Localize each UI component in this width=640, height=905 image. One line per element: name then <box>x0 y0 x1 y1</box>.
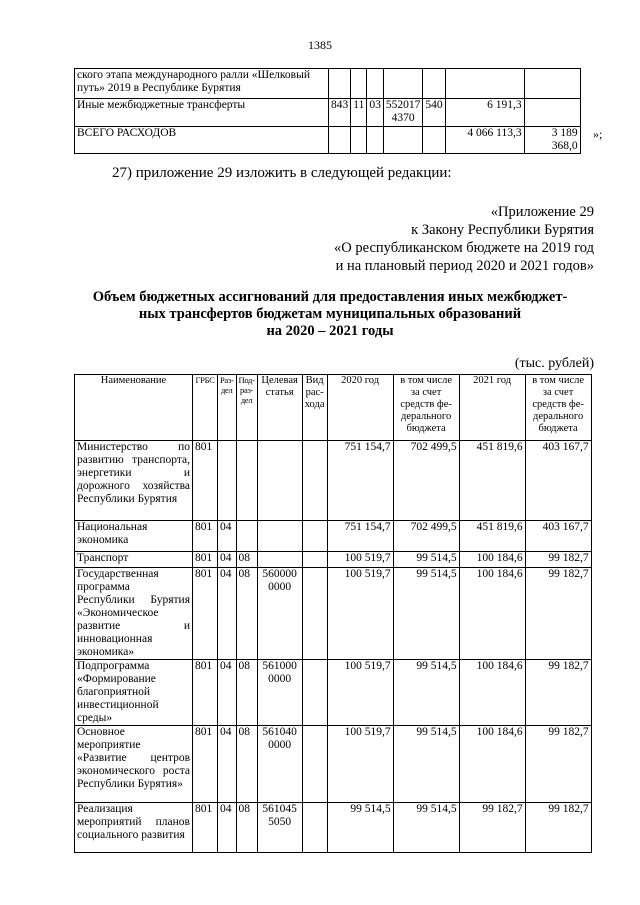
podrazdel-cell: 08 <box>236 660 257 726</box>
grbs-cell: 801 <box>193 726 218 803</box>
razdel-cell <box>218 441 237 521</box>
target-cell <box>257 521 302 552</box>
title-line: ных трансфертов бюджетам муниципальных образований <box>138 306 522 322</box>
vid-cell <box>302 441 327 521</box>
sum-cell: 4 066 113,3 <box>445 127 524 154</box>
razdel-cell: 04 <box>218 521 237 552</box>
razdel-cell: 11 <box>351 99 367 127</box>
razdel-cell <box>351 127 367 154</box>
table-row <box>75 127 581 154</box>
col-header-grbs: ГРБС <box>193 375 218 441</box>
table-row <box>75 552 592 568</box>
sum-2020-cell: 99 514,5 <box>327 803 393 853</box>
row-name: Транспорт <box>75 552 193 568</box>
razdel-cell <box>351 69 367 99</box>
grbs-cell: 801 <box>193 552 218 568</box>
sum-2020-cell: 100 519,7 <box>327 568 393 660</box>
target-cell: 561000 0000 <box>257 660 302 726</box>
grbs-cell: 801 <box>193 803 218 853</box>
grbs-cell: 801 <box>193 660 218 726</box>
col-header-razdel: Раз-дел <box>218 375 237 441</box>
sum-2020-fed-cell: 99 514,5 <box>393 660 459 726</box>
podrazdel-cell: 08 <box>236 568 257 660</box>
sum-2021-cell: 100 184,6 <box>459 552 525 568</box>
col-header-podrazdel: Под-раз-дел <box>236 375 257 441</box>
appendix-line: «Приложение 29 <box>490 204 594 220</box>
row-name: Подпрограмма «Формирование благоприятной инвестиционной среды» <box>75 660 193 726</box>
table-row <box>75 803 592 853</box>
sum-2021-cell: 100 184,6 <box>459 726 525 803</box>
page-number: 1385 <box>308 38 332 52</box>
title-line: на 2020 – 2021 годы <box>266 323 394 339</box>
target-cell <box>257 441 302 521</box>
table-row <box>75 726 592 803</box>
appendix-line: и на плановый период 2020 и 2021 годов» <box>335 258 594 274</box>
sum-2020-cell: 751 154,7 <box>327 441 393 521</box>
grbs-cell: 801 <box>193 568 218 660</box>
sum-2021-cell: 100 184,6 <box>459 660 525 726</box>
podrazdel-cell: 03 <box>367 99 384 127</box>
grbs-cell: 801 <box>193 521 218 552</box>
col-header-name: Наименование <box>75 375 193 441</box>
vid-cell <box>302 521 327 552</box>
row-name: Иные межбюджетные трансферты <box>75 99 329 127</box>
sum-2021-fed-cell: 403 167,7 <box>525 521 591 552</box>
target-cell: 561045 5050 <box>257 803 302 853</box>
sum-cell: 3 189 368,0 <box>524 127 580 154</box>
top-table <box>74 68 581 154</box>
grbs-cell: 843 <box>329 99 351 127</box>
razdel-cell: 04 <box>218 568 237 660</box>
razdel-cell: 04 <box>218 552 237 568</box>
sum-2021-cell: 451 819,6 <box>459 521 525 552</box>
budget-table <box>74 374 592 853</box>
podrazdel-cell: 08 <box>236 552 257 568</box>
podrazdel-cell <box>236 521 257 552</box>
target-cell: 552017 4370 <box>383 99 423 127</box>
sum-2021-fed-cell: 99 182,7 <box>525 552 591 568</box>
podrazdel-cell <box>236 441 257 521</box>
target-cell: 561040 0000 <box>257 726 302 803</box>
col-header-2020: 2020 год <box>327 375 393 441</box>
sum-2021-cell: 99 182,7 <box>459 803 525 853</box>
sum-2020-fed-cell: 99 514,5 <box>393 726 459 803</box>
sum-2020-cell: 100 519,7 <box>327 552 393 568</box>
table-row <box>75 568 592 660</box>
row-name: ского этапа международного ралли «Шелковый путь» 2019 в Республике Бурятия <box>75 69 329 99</box>
appendix-line: «О республиканском бюджете на 2019 год <box>334 240 594 256</box>
sum-2021-cell: 100 184,6 <box>459 568 525 660</box>
sum-2021-fed-cell: 99 182,7 <box>525 803 591 853</box>
sum-cell <box>524 99 580 127</box>
vid-cell: 540 <box>423 99 445 127</box>
table-row <box>75 99 581 127</box>
sum-2021-fed-cell: 99 182,7 <box>525 660 591 726</box>
vid-cell <box>423 69 445 99</box>
sum-2020-fed-cell: 99 514,5 <box>393 803 459 853</box>
podrazdel-cell <box>367 127 384 154</box>
row-name: Реализация мероприятий планов социального развития <box>75 803 193 853</box>
razdel-cell: 04 <box>218 660 237 726</box>
col-header-2021: 2021 год <box>459 375 525 441</box>
sum-2020-cell: 100 519,7 <box>327 660 393 726</box>
sum-2020-fed-cell: 99 514,5 <box>393 568 459 660</box>
vid-cell <box>302 568 327 660</box>
sum-2020-fed-cell: 99 514,5 <box>393 552 459 568</box>
podrazdel-cell: 08 <box>236 803 257 853</box>
instruction-text: 27) приложение 29 изложить в следующей редакции: <box>112 165 452 181</box>
vid-cell <box>302 660 327 726</box>
closing-quote: »; <box>593 127 603 141</box>
row-name: ВСЕГО РАСХОДОВ <box>75 127 329 154</box>
target-cell <box>383 127 423 154</box>
table-row <box>75 441 592 521</box>
title-line: Объем бюджетных ассигнований для предоставления иных межбюджет- <box>92 289 568 305</box>
grbs-cell <box>329 69 351 99</box>
grbs-cell: 801 <box>193 441 218 521</box>
podrazdel-cell: 08 <box>236 726 257 803</box>
appendix-line: к Закону Республики Бурятия <box>411 222 594 238</box>
razdel-cell: 04 <box>218 803 237 853</box>
table-header-row <box>75 375 592 441</box>
sum-2021-cell: 451 819,6 <box>459 441 525 521</box>
grbs-cell <box>329 127 351 154</box>
col-header-2020-fed: в том числе за счет средств фе-дерального бюджета <box>393 375 459 441</box>
vid-cell <box>423 127 445 154</box>
row-name: Национальная экономика <box>75 521 193 552</box>
col-header-2021-fed: в том числе за счет средств фе-дерального бюджета <box>525 375 591 441</box>
sum-2021-fed-cell: 403 167,7 <box>525 441 591 521</box>
vid-cell <box>302 803 327 853</box>
sum-2020-cell: 751 154,7 <box>327 521 393 552</box>
row-name: Государственная программа Республики Бурятия «Экономическое развитие и инновационная экономика» <box>75 568 193 660</box>
document-title <box>70 289 590 340</box>
table-row <box>75 69 581 99</box>
sum-2020-fed-cell: 702 499,5 <box>393 521 459 552</box>
sum-2020-fed-cell: 702 499,5 <box>393 441 459 521</box>
sum-cell: 6 191,3 <box>445 99 524 127</box>
sum-cell <box>524 69 580 99</box>
units-label: (тыс. рублей) <box>514 356 594 371</box>
sum-2020-cell: 100 519,7 <box>327 726 393 803</box>
target-cell: 560000 0000 <box>257 568 302 660</box>
row-name: Министерство по развитию транспорта, энергетики и дорожного хозяйства Республики Бурятия <box>75 441 193 521</box>
sum-2021-fed-cell: 99 182,7 <box>525 726 591 803</box>
podrazdel-cell <box>367 69 384 99</box>
sum-cell <box>445 69 524 99</box>
col-header-target: Целевая статья <box>257 375 302 441</box>
appendix-header <box>334 203 594 275</box>
target-cell <box>383 69 423 99</box>
table-row <box>75 521 592 552</box>
row-name: Основное мероприятие «Развитие центров экономического роста Республики Бурятия» <box>75 726 193 803</box>
sum-2021-fed-cell: 99 182,7 <box>525 568 591 660</box>
col-header-vid: Вид рас-хода <box>302 375 327 441</box>
table-row <box>75 660 592 726</box>
vid-cell <box>302 726 327 803</box>
target-cell <box>257 552 302 568</box>
vid-cell <box>302 552 327 568</box>
razdel-cell: 04 <box>218 726 237 803</box>
